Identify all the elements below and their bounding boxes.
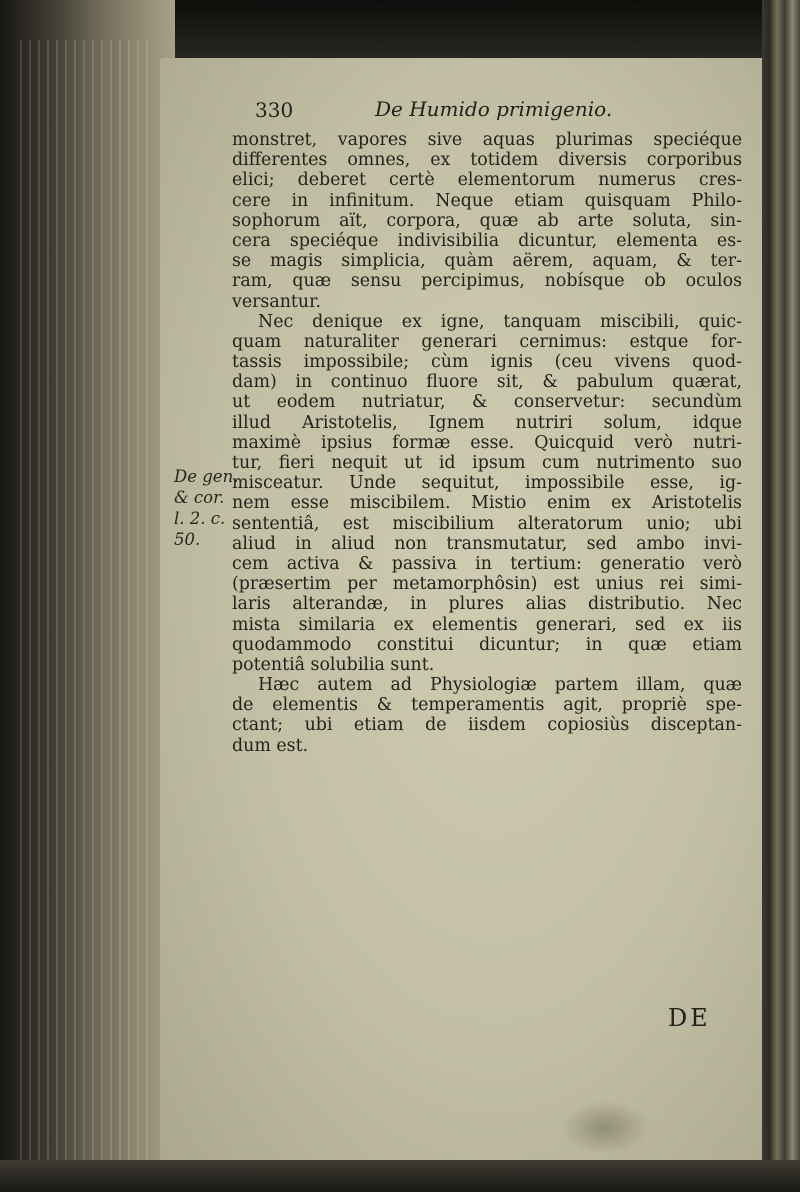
text-line: differentes omnes, ex totidem diversis corporibus — [232, 150, 742, 171]
text-line: monstret, vapores sive aquas plurimas speciéque — [232, 130, 742, 150]
scan-bottom-edge — [0, 1160, 800, 1192]
text-line: sophorum aït, corpora, quæ ab arte soluta, sin- — [232, 210, 742, 231]
text-line: ut eodem nutriatur, & conservetur: secundùm — [232, 392, 742, 413]
text-line: dum est. — [232, 735, 309, 756]
margin-note-line: & cor. — [174, 488, 225, 507]
running-head — [255, 98, 725, 128]
paragraph-2 — [232, 312, 742, 675]
text-line: nem esse miscibilem. Mistio enim ex Aristotelis — [232, 493, 742, 514]
page-number: 330 — [255, 98, 294, 122]
page-stack-edge — [762, 0, 800, 1192]
text-line: quam naturaliter generari cernimus: estque for- — [232, 331, 742, 352]
text-line: dam) in continuo fluore sit, & pabulum quærat, — [232, 372, 742, 393]
text-line: illud Aristotelis, Ignem nutriri solum, idque — [232, 412, 742, 433]
margin-note-line: 50. — [174, 530, 201, 549]
text-line: (præsertim per metamorphôsin) est unius rei simi- — [232, 574, 742, 595]
text-line: versantur. — [232, 291, 322, 312]
catchword: DE — [668, 1004, 711, 1032]
margin-note-line: De gen. — [174, 467, 239, 486]
text-line: cem activa & passiva in tertium: generatio verò — [232, 553, 742, 574]
paragraph-1 — [232, 130, 742, 312]
text-line: mista similaria ex elementis generari, sed ex iis — [232, 614, 742, 635]
running-title: De Humido primigenio. — [375, 97, 613, 121]
text-line: potentiâ solubilia sunt. — [232, 654, 435, 675]
marginal-note — [174, 466, 239, 550]
text-line: misceatur. Unde sequitut, impossibile esse, ig- — [232, 473, 742, 494]
text-line: tur, fieri nequit ut id ipsum cum nutrimento suo — [232, 453, 742, 473]
text-line: Nec denique ex igne, tanquam miscibili, quic- — [258, 311, 742, 332]
paragraph-3 — [232, 675, 742, 756]
text-line: elici; deberet certè elementorum numerus cres- — [232, 170, 742, 191]
text-line: laris alterandæ, in plures alias distributio. Nec — [232, 594, 742, 615]
binding-gutter — [0, 0, 175, 1192]
body-text — [232, 130, 742, 756]
margin-note-line: l. 2. c. — [174, 509, 226, 528]
text-line: ram, quæ sensu percipimus, nobísque ob oculos — [232, 271, 742, 292]
text-line: Hæc autem ad Physiologiæ partem illam, quæ — [258, 675, 742, 696]
gutter-texture — [20, 40, 150, 1160]
text-line: cera speciéque indivisibilia dicuntur, elementa es- — [232, 230, 742, 251]
text-line: se magis simplicia, quàm aërem, aquam, & ter- — [232, 251, 742, 272]
text-line: quodammodo constitui dicuntur; in quæ etiam — [232, 634, 742, 655]
text-line: tassis impossibile; cùm ignis (ceu vivens quod- — [232, 352, 742, 373]
text-line: de elementis & temperamentis agit, propriè spe- — [232, 695, 742, 716]
text-line: ctant; ubi etiam de iisdem copiosiùs disceptan- — [232, 715, 742, 736]
paper-stain — [560, 1100, 650, 1155]
text-line: aliud in aliud non transmutatur, sed ambo invi- — [232, 533, 742, 554]
text-line: cere in infinitum. Neque etiam quisquam Philo- — [232, 190, 742, 211]
text-line: sententiâ, est miscibilium alteratorum unio; ubi — [232, 513, 742, 534]
text-line: maximè ipsius formæ esse. Quicquid verò nutri- — [232, 432, 742, 453]
